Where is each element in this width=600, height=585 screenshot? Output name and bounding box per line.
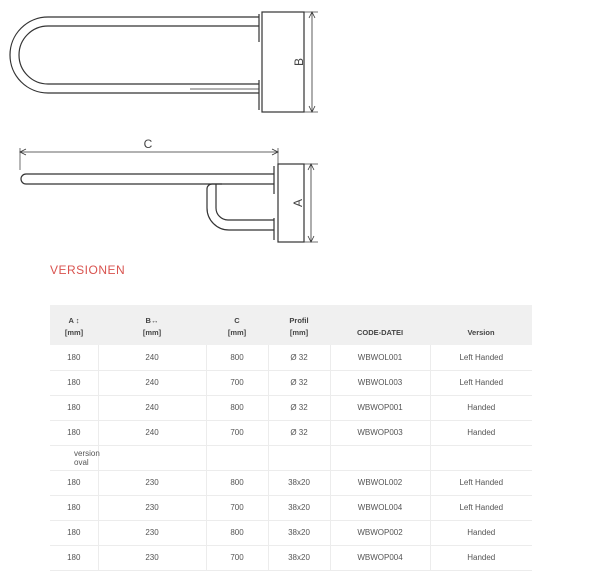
table-cell: WBWOL003	[330, 370, 430, 395]
table-cell: WBWOP001	[330, 395, 430, 420]
table-cell: 180	[67, 403, 81, 412]
table-cell: 180	[67, 378, 81, 387]
table-cell: 230	[98, 495, 206, 520]
table-cell: 230	[98, 470, 206, 495]
table-cell: WBWOL004	[330, 495, 430, 520]
versions-table-header	[50, 305, 532, 345]
table-cell: Left Handed	[430, 470, 532, 495]
table-cell: 240	[98, 370, 206, 395]
table-group-row	[50, 445, 532, 470]
table-cell: 180	[67, 428, 81, 437]
column-header-unit: [mm]	[64, 328, 84, 337]
table-cell: 38x20	[268, 470, 330, 495]
table-cell: WBWOP002	[330, 520, 430, 545]
column-header	[430, 305, 532, 345]
column-header-unit: [mm]	[289, 328, 309, 337]
table-cell: 230	[98, 545, 206, 570]
table-cell: 180	[67, 503, 81, 512]
table-row	[50, 370, 532, 395]
side-view-main-bar	[21, 174, 274, 184]
column-header	[206, 305, 268, 345]
table-cell: WBWOP003	[330, 420, 430, 445]
empty-cell	[430, 445, 532, 470]
section-title: VERSIONEN	[50, 263, 126, 277]
table-cell: 240	[98, 395, 206, 420]
table-row	[50, 420, 532, 445]
table-row	[50, 345, 532, 370]
top-view-bar-outer	[10, 17, 259, 93]
table-cell: 180	[67, 528, 81, 537]
empty-cell	[268, 445, 330, 470]
table-cell: Left Handed	[430, 345, 532, 370]
column-header-unit: Version	[467, 328, 495, 337]
empty-cell	[206, 445, 268, 470]
table-cell: Handed	[430, 395, 532, 420]
dimension-a-label: A	[291, 198, 305, 208]
table-cell: Ø 32	[268, 345, 330, 370]
column-header-unit: [mm]	[142, 328, 162, 337]
top-view	[10, 12, 318, 112]
empty-cell	[98, 445, 206, 470]
versions-table	[50, 305, 532, 571]
column-header-unit: CODE-DATEI	[356, 328, 404, 337]
column-header	[50, 305, 98, 345]
table-cell: 800	[206, 470, 268, 495]
column-header	[268, 305, 330, 345]
table-cell: WBWOP004	[330, 545, 430, 570]
column-header-title: Profil	[289, 316, 309, 325]
empty-cell	[330, 445, 430, 470]
table-cell: Left Handed	[430, 495, 532, 520]
table-cell: Ø 32	[268, 395, 330, 420]
versions-table-body	[50, 345, 532, 570]
table-cell: Ø 32	[268, 370, 330, 395]
table-cell: Ø 32	[268, 420, 330, 445]
table-cell: 38x20	[268, 545, 330, 570]
table-cell: 700	[206, 420, 268, 445]
side-view	[20, 148, 318, 242]
column-header-title: A ↕	[68, 316, 80, 325]
table-cell: Handed	[430, 545, 532, 570]
table-cell: 180	[67, 478, 81, 487]
table-cell: WBWOL002	[330, 470, 430, 495]
table-cell: 800	[206, 520, 268, 545]
table-row	[50, 470, 532, 495]
group-label-cell: version oval	[74, 448, 100, 467]
table-row	[50, 545, 532, 570]
dimension-b-label: B	[292, 57, 306, 67]
table-cell: 230	[98, 520, 206, 545]
table-cell: 180	[67, 352, 81, 362]
versions-table-container	[50, 305, 532, 571]
table-cell: Left Handed	[430, 370, 532, 395]
column-header-title: C	[234, 316, 240, 325]
table-cell: 240	[98, 420, 206, 445]
table-cell: 700	[206, 495, 268, 520]
table-cell: Handed	[430, 420, 532, 445]
column-header	[98, 305, 206, 345]
table-cell: 38x20	[268, 495, 330, 520]
side-view-lower-support	[207, 184, 274, 230]
table-row	[50, 520, 532, 545]
column-header-title: B↔	[145, 316, 159, 325]
table-cell: 180	[67, 553, 81, 562]
column-header	[330, 305, 430, 345]
column-header-unit: [mm]	[227, 328, 247, 337]
table-cell: WBWOL001	[330, 345, 430, 370]
table-cell: Handed	[430, 520, 532, 545]
table-cell: 38x20	[268, 520, 330, 545]
top-view-bar-inner	[19, 26, 259, 84]
grab-bar-technical-drawing	[0, 0, 600, 255]
dimension-c-label: C	[143, 137, 153, 151]
table-row	[50, 395, 532, 420]
table-cell: 700	[206, 370, 268, 395]
table-cell: 800	[206, 345, 268, 370]
table-cell: 700	[206, 545, 268, 570]
table-cell: 240	[98, 345, 206, 370]
table-row	[50, 495, 532, 520]
table-cell: 800	[206, 395, 268, 420]
